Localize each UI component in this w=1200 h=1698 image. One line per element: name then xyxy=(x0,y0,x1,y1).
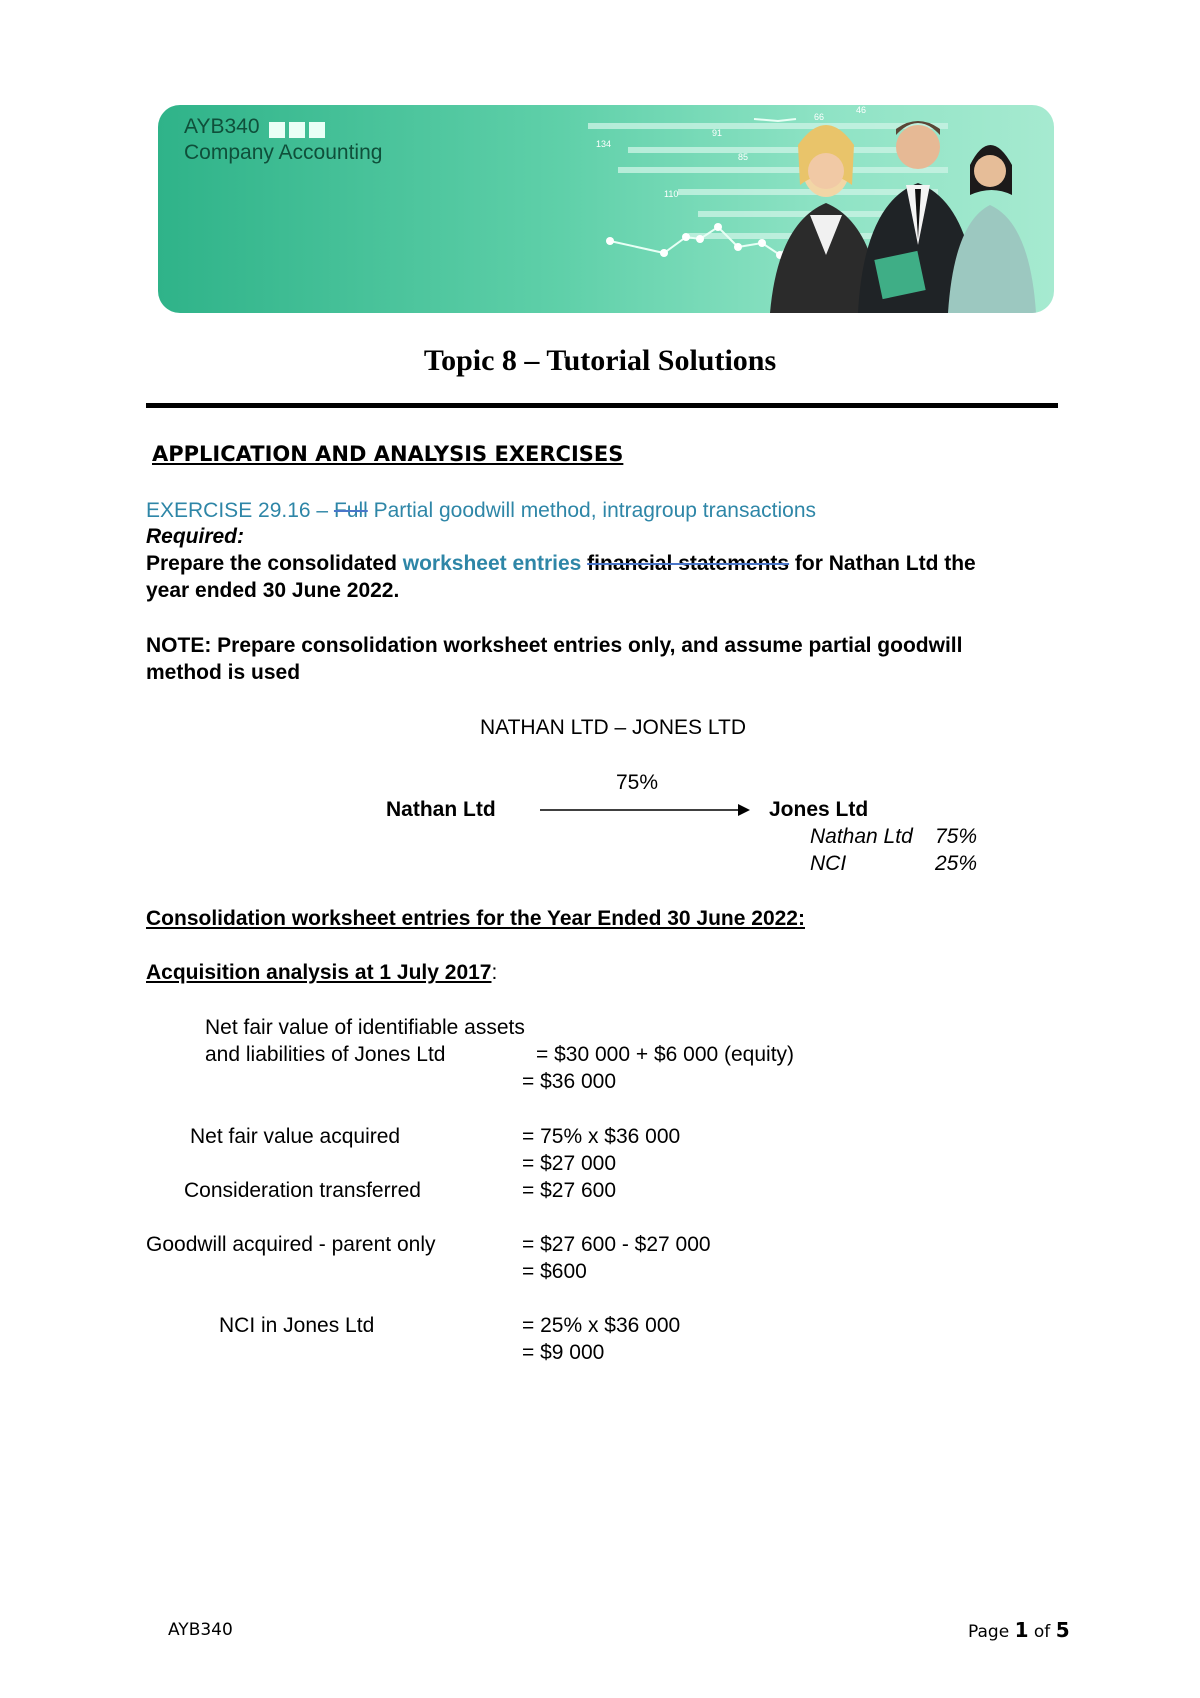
goodwill-calc: = $27 600 - $27 000 xyxy=(522,1233,711,1256)
page-total: 5 xyxy=(1055,1618,1070,1642)
acquired-label: Net fair value acquired xyxy=(190,1125,401,1148)
of-word: of xyxy=(1033,1622,1051,1642)
exercise-rest: Partial goodwill method, intragroup transactions xyxy=(367,499,817,522)
page-title: Topic 8 – Tutorial Solutions xyxy=(423,344,777,377)
banner-chart-label: 46 xyxy=(856,105,867,115)
square-icon xyxy=(309,122,325,138)
square-icon xyxy=(269,122,285,138)
owner-name: NCI xyxy=(810,852,847,875)
parent-entity: Nathan Ltd xyxy=(386,798,496,821)
goodwill-label: Goodwill acquired - parent only xyxy=(146,1233,436,1256)
page-current: 1 xyxy=(1014,1618,1029,1642)
banner-chart-label: 110 xyxy=(664,189,679,199)
banner-chart-label: 66 xyxy=(814,112,825,122)
banner-chart-label: 91 xyxy=(712,128,723,138)
nci-result: = $9 000 xyxy=(522,1341,605,1364)
banner-chart-label: 134 xyxy=(596,139,612,149)
exercise-struck-word: Full xyxy=(333,499,368,522)
arrow-right-icon xyxy=(540,800,750,820)
course-name: Company Accounting xyxy=(184,141,383,164)
nci-calc: = 25% x $36 000 xyxy=(522,1314,681,1337)
required-part2: for Nathan Ltd the xyxy=(789,552,976,575)
consideration-label: Consideration transferred xyxy=(184,1179,421,1202)
page-number xyxy=(968,1618,1070,1642)
structure-heading: NATHAN LTD – JONES LTD xyxy=(479,716,747,739)
course-code: AYB340 xyxy=(184,115,260,138)
square-icon xyxy=(289,122,305,138)
note-line1: NOTE: Prepare consolidation worksheet entries only, and assume partial goodwill xyxy=(146,634,963,657)
nfv-label-line2: and liabilities of Jones Ltd xyxy=(205,1043,446,1066)
required-line2: year ended 30 June 2022. xyxy=(146,579,400,602)
subsidiary-entity: Jones Ltd xyxy=(769,798,869,821)
exercise-prefix: EXERCISE 29.16 – xyxy=(146,499,334,522)
exercise-heading xyxy=(146,498,816,524)
course-banner xyxy=(158,105,1054,313)
worksheet-heading: Consolidation worksheet entries for the Year Ended 30 June 2022: xyxy=(146,907,805,930)
footer-course-code: AYB340 xyxy=(168,1620,233,1640)
required-part1: Prepare the consolidated xyxy=(146,552,403,575)
required-text xyxy=(146,551,976,577)
acquired-result: = $27 000 xyxy=(522,1152,617,1175)
banner-chart-label: 85 xyxy=(738,152,749,162)
nfv-label-line1: Net fair value of identifiable assets xyxy=(205,1016,525,1039)
required-label: Required: xyxy=(146,525,245,548)
owner-share: 75% xyxy=(935,825,978,848)
nfv-result: = $36 000 xyxy=(522,1070,617,1093)
section-heading: APPLICATION AND ANALYSIS EXERCISES xyxy=(152,442,624,466)
title-divider xyxy=(146,403,1058,408)
nfv-calc: = $30 000 + $6 000 (equity) xyxy=(536,1043,795,1066)
nci-label: NCI in Jones Ltd xyxy=(219,1314,375,1337)
ownership-percent: 75% xyxy=(616,771,659,794)
acquisition-colon: : xyxy=(491,961,498,984)
acquisition-heading-row xyxy=(146,960,497,986)
business-people-image xyxy=(770,121,1036,313)
required-struck: financial statements xyxy=(587,552,790,575)
acquired-calc: = 75% x $36 000 xyxy=(522,1125,681,1148)
note-line2: method is used xyxy=(146,661,301,684)
owner-share: 25% xyxy=(935,852,978,875)
acquisition-heading: Acquisition analysis at 1 July 2017 xyxy=(146,961,492,984)
page-word: Page xyxy=(968,1622,1010,1642)
required-inserted: worksheet entries xyxy=(402,552,582,575)
consideration-value: = $27 600 xyxy=(522,1179,617,1202)
goodwill-result: = $600 xyxy=(522,1260,587,1283)
owner-name: Nathan Ltd xyxy=(810,825,913,848)
